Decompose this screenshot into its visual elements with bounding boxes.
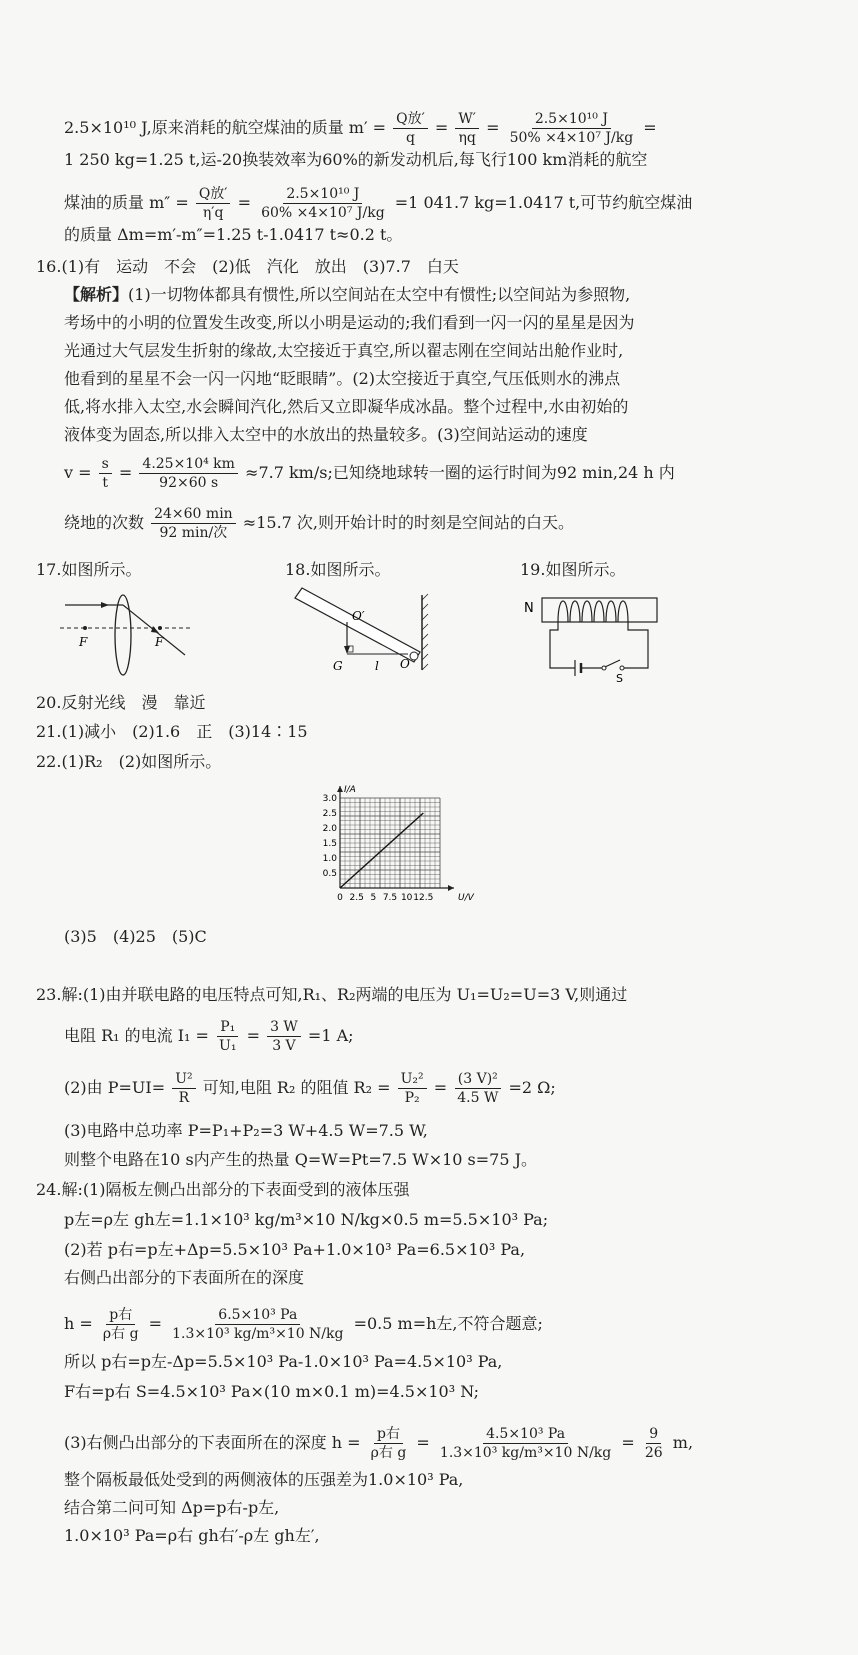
numerator: 24×60 min (151, 505, 236, 524)
line-1 (64, 110, 657, 147)
equals: = (246, 1026, 260, 1045)
switch-lever (605, 660, 620, 667)
denominator: 60% ×4×10⁷ J/kg (261, 205, 385, 221)
focus-label: F (155, 635, 164, 649)
lever-diagram (290, 590, 450, 685)
numerator: U₂² (398, 1070, 427, 1089)
denominator: 3 V (272, 1038, 296, 1054)
numerator: U² (172, 1070, 195, 1089)
x-tick-label: 5 (370, 893, 377, 903)
numerator: p右 (374, 1425, 403, 1444)
numerator: 9 (646, 1425, 661, 1444)
denominator: t (102, 475, 109, 491)
fraction (196, 185, 231, 222)
denominator: 1.3×10³ kg/m³×10 N/kg (172, 1326, 344, 1342)
numerator: P₁ (217, 1018, 238, 1037)
numerator: 2.5×10¹⁰ J (532, 110, 611, 129)
analysis-1 (64, 285, 630, 305)
denominator: 92×60 s (159, 475, 219, 491)
text: ≈15.7 次,则开始计时的时刻是空间站的白天。 (242, 513, 575, 532)
analysis-3: 光通过大气层发生折射的缘故,太空接近于真空,所以翟志刚在空间站出舱作业时, (64, 341, 624, 360)
focus-point (83, 626, 87, 630)
denominator: η′q (202, 205, 224, 221)
text: =2 Ω; (508, 1078, 556, 1097)
analysis-5: 低,将水排入太空,水会瞬间汽化,然后又立即凝华成冰晶。整个过程中,水由初始的 (64, 397, 629, 416)
arm-label: l (375, 659, 379, 673)
wall-hatching (422, 594, 428, 670)
text: =1 A; (307, 1026, 354, 1045)
equals: = (416, 1433, 430, 1452)
north-pole-label: N (524, 601, 534, 616)
solution-24-line-11: 1.0×10³ Pa=ρ右 gh右′-ρ左 gh左′, (64, 1526, 320, 1545)
numerator: 4.25×10⁴ km (139, 455, 238, 474)
equals: = (237, 193, 251, 212)
lens-diagram (55, 590, 215, 685)
focus-point (158, 626, 162, 630)
equals: = (118, 463, 133, 482)
y-tick-label: 1.5 (322, 839, 337, 849)
equals: = (434, 118, 449, 137)
solution-24-line-4: 右侧凸出部分的下表面所在的深度 (64, 1268, 305, 1287)
fraction (139, 455, 238, 492)
numerator: Q放′ (196, 185, 231, 204)
x-tick-label: 2.5 (349, 893, 364, 903)
fraction (216, 1018, 239, 1055)
switch-contact (620, 666, 624, 670)
denominator: 50% ×4×10⁷ J/kg (509, 130, 634, 146)
fraction (507, 110, 637, 147)
numerator: (3 V)² (455, 1070, 501, 1089)
coil (558, 601, 628, 622)
line-3 (64, 185, 692, 222)
text: 电阻 R₁ 的电流 I₁ = (64, 1026, 209, 1045)
denominator: q (406, 130, 415, 146)
fraction (267, 1018, 301, 1055)
center-label: O′ (352, 609, 365, 623)
denominator: P₂ (404, 1090, 420, 1106)
analysis-4: 他看到的星星不会一闪一闪地“眨眼睛”。(2)太空接近于真空,气压低则水的沸点 (64, 369, 621, 388)
numerator: 4.5×10³ Pa (483, 1425, 568, 1444)
fraction (99, 455, 112, 492)
fraction (368, 1425, 410, 1462)
answer-18: 18.如图所示。 (285, 560, 391, 579)
analysis-tag: 【解析】 (64, 285, 129, 304)
fraction (437, 1425, 614, 1462)
fraction (258, 185, 388, 222)
analysis-8 (64, 505, 574, 542)
answer-19: 19.如图所示。 (520, 560, 626, 579)
line-2: 1 250 kg=1.25 t,运-20换装效率为60%的新发动机后,每飞行100 km消耗的航空 (64, 150, 648, 169)
x-tick-label: 10 (400, 893, 413, 903)
numerator: 6.5×10³ Pa (215, 1306, 300, 1325)
answer-16: 16.(1)有 运动 不会 (2)低 汽化 放出 (3)7.7 白天 (36, 257, 459, 276)
text: m, (672, 1433, 694, 1452)
text: v = (64, 463, 92, 482)
solution-24-line-10: 结合第二问可知 Δp=p右-p左, (64, 1498, 280, 1517)
x-tick-label: 12.5 (413, 893, 434, 903)
fraction (454, 1070, 501, 1107)
text: h = (64, 1314, 93, 1333)
numerator: s (99, 455, 112, 474)
x-tick-label: 0 (337, 893, 343, 903)
arrow-icon (151, 626, 159, 633)
numerator: p右 (106, 1306, 135, 1325)
denominator: U₁ (219, 1038, 237, 1054)
arrow-icon (101, 602, 109, 608)
text: =0.5 m=h左,不符合题意; (353, 1314, 543, 1333)
focus-label: F (79, 635, 88, 649)
x-axis-label: U/V (458, 893, 474, 903)
numerator: 2.5×10¹⁰ J (283, 185, 362, 204)
text: (1)一切物体都具有惯性,所以空间站在太空中有惯性;以空间站为参照物, (128, 285, 631, 304)
y-tick-label: 2.0 (322, 824, 337, 834)
fraction (455, 110, 479, 147)
solution-24-line-9: 整个隔板最低处受到的两侧液体的压强差为1.0×10³ Pa, (64, 1470, 464, 1489)
series-line (340, 813, 423, 888)
text: (2)由 P=UI= (64, 1078, 166, 1097)
text: =1 041.7 kg=1.0417 t,可节约航空煤油 (394, 193, 693, 212)
x-tick-label: 7.5 (382, 893, 398, 903)
denominator: R (178, 1090, 190, 1106)
text: ≈7.7 km/s;已知绕地球转一圈的运行时间为92 min,24 h 内 (245, 463, 675, 482)
solution-23-line-5: 则整个电路在10 s内产生的热量 Q=W=Pt=7.5 W×10 s=75 J。 (64, 1150, 538, 1169)
y-axis-arrow (337, 786, 343, 792)
solution-23-line-1: 23.解:(1)由并联电路的电压特点可知,R₁、R₂两端的电压为 U₁=U₂=U=3 V,则通过 (36, 985, 628, 1004)
pivot-label: O (400, 657, 410, 671)
answer-22-continued: (3)5 (4)25 (5)C (64, 927, 207, 946)
gravity-label: G (333, 659, 343, 673)
equals: = (643, 118, 657, 137)
text: 可知,电阻 R₂ 的阻值 R₂ = (202, 1078, 391, 1097)
denominator: 4.5 W (457, 1090, 499, 1106)
denominator: 1.3×10³ kg/m³×10 N/kg (439, 1445, 612, 1461)
equals: = (148, 1314, 163, 1333)
electromagnet-diagram (520, 590, 670, 685)
fraction (172, 1070, 195, 1107)
numerator: W′ (455, 110, 479, 129)
denominator: ρ右 g (370, 1445, 407, 1461)
line-4: 的质量 Δm=m′-m″=1.25 t-1.0417 t≈0.2 t。 (64, 225, 403, 244)
solution-24-line-3: (2)若 p右=p左+Δp=5.5×10³ Pa+1.0×10³ Pa=6.5×10³ Pa, (64, 1240, 526, 1259)
text: 煤油的质量 m″ = (64, 193, 189, 212)
numerator: 3 W (267, 1018, 301, 1037)
y-tick-label: 1.0 (322, 854, 337, 864)
fraction (393, 110, 428, 147)
denominator: ηq (458, 130, 476, 146)
analysis-6: 液体变为固态,所以排入太空中的水放出的热量较多。(3)空间站运动的速度 (64, 425, 588, 444)
denominator: ρ右 g (102, 1326, 139, 1342)
solution-24-line-8 (64, 1425, 693, 1462)
answer-20: 20.反射光线 漫 靠近 (36, 693, 206, 712)
text: 2.5×10¹⁰ J,原来消耗的航空煤油的质量 m′ = (64, 118, 387, 137)
fraction (100, 1306, 142, 1343)
lever-rod (295, 588, 420, 662)
text: 绕地的次数 (64, 513, 145, 532)
switch-label: S (616, 672, 623, 685)
solution-23-line-3 (64, 1070, 556, 1107)
answer-21: 21.(1)减小 (2)1.6 正 (3)14∶15 (36, 722, 308, 741)
answer-17: 17.如图所示。 (36, 560, 142, 579)
fraction (642, 1425, 666, 1462)
fraction (169, 1306, 346, 1343)
convex-lens (115, 595, 131, 675)
answer-22: 22.(1)R₂ (2)如图所示。 (36, 752, 222, 771)
solution-23-line-4: (3)电路中总功率 P=P₁+P₂=3 W+4.5 W=7.5 W, (64, 1121, 428, 1140)
text: (3)右侧凸出部分的下表面所在的深度 h = (64, 1433, 361, 1452)
solution-24-line-1: 24.解:(1)隔板左侧凸出部分的下表面受到的液体压强 (36, 1180, 410, 1199)
y-tick-label: 0.5 (322, 869, 337, 879)
equals: = (433, 1078, 448, 1097)
numerator: Q放′ (393, 110, 428, 129)
solution-24-line-5 (64, 1306, 543, 1343)
fraction (151, 505, 236, 542)
y-axis-label: I/A (344, 785, 356, 795)
fraction (398, 1070, 427, 1107)
solution-24-line-7: F右=p右 S=4.5×10³ Pa×(10 m×0.1 m)=4.5×10³ N; (64, 1382, 480, 1401)
denominator: 92 min/次 (159, 525, 228, 541)
x-axis-arrow (448, 885, 454, 891)
solution-23-line-2 (64, 1018, 354, 1055)
equals: = (621, 1433, 635, 1452)
solution-24-line-2: p左=ρ左 gh左=1.1×10³ kg/m³×10 N/kg×0.5 m=5.5×10³ Pa; (64, 1210, 549, 1229)
analysis-2: 考场中的小明的位置发生改变,所以小明是运动的;我们看到一闪一闪的星星是因为 (64, 313, 635, 332)
y-tick-label: 3.0 (322, 794, 337, 804)
wire (550, 622, 575, 668)
equals: = (486, 118, 500, 137)
analysis-7 (64, 455, 675, 492)
iu-chart (310, 780, 474, 910)
denominator: 26 (644, 1445, 663, 1461)
solution-24-line-6: 所以 p右=p左-Δp=5.5×10³ Pa-1.0×10³ Pa=4.5×10³ Pa, (64, 1352, 503, 1371)
wire (622, 622, 648, 668)
pivot (410, 652, 418, 660)
y-tick-label: 2.5 (322, 809, 337, 819)
